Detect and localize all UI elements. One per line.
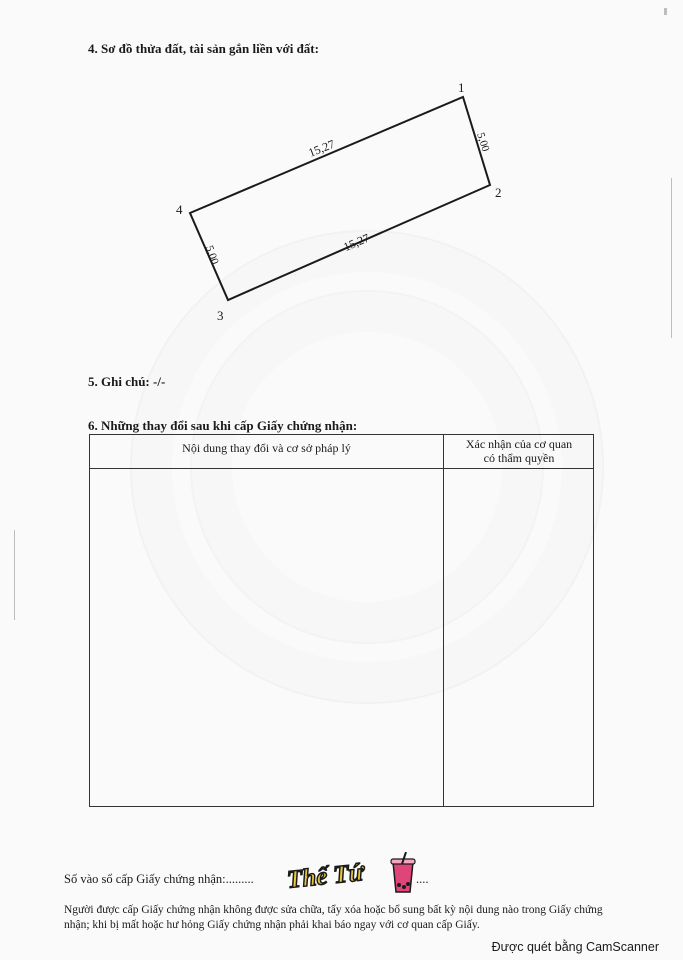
dimension-top: 15,27 xyxy=(306,136,337,160)
table-header-confirmation xyxy=(444,437,594,465)
vertex-label-4: 4 xyxy=(176,202,183,217)
table-header-divider xyxy=(90,468,593,469)
dimension-left: 5,00 xyxy=(202,243,221,267)
registry-label: Số vào sổ cấp Giấy chứng nhận:......... xyxy=(64,872,254,886)
table-cell-confirmation xyxy=(445,470,593,806)
table-header-confirmation-line1: Xác nhận của cơ quan xyxy=(465,437,573,451)
land-plot-diagram xyxy=(0,0,683,330)
vertex-label-2: 2 xyxy=(495,185,502,200)
section-4-title: 4. Sơ đồ thửa đất, tài sản gắn liền với đất: xyxy=(88,41,319,56)
bubble-tea-cup-icon xyxy=(391,852,415,892)
section-6-title: 6. Những thay đổi sau khi cấp Giấy chứng nhận: xyxy=(88,418,358,433)
dimension-right: 5,00 xyxy=(474,131,492,154)
vertex-label-3: 3 xyxy=(217,308,224,323)
dimension-bottom: 15,27 xyxy=(341,230,372,255)
registry-number-line xyxy=(64,872,429,887)
land-plot-outline xyxy=(190,97,490,300)
scanner-watermark: Được quét bằng CamScanner xyxy=(491,940,659,954)
table-header-content: Nội dung thay đổi và cơ sở pháp lý xyxy=(182,441,351,455)
brand-logo-stamp xyxy=(285,852,420,896)
table-cell-content xyxy=(90,470,442,806)
table-header-confirmation-line2: có thẩm quyền xyxy=(483,451,555,465)
brand-logo-text: Thế Tứ xyxy=(285,859,365,894)
section-5-title: 5. Ghi chú: -/- xyxy=(88,374,166,389)
legal-notice: Người được cấp Giấy chứng nhận không được sửa chữa, tẩy xóa hoặc bổ sung bất kỳ nội dung nào trong Giấy chứng nhận; khi bị mất hoặc hư hỏng Giấy chứng nhận phải khai báo ngay với cơ quan cấp Giấy. xyxy=(64,904,603,931)
table-column-divider xyxy=(443,435,444,806)
vertex-label-1: 1 xyxy=(458,80,465,95)
left-edge-mark xyxy=(14,530,15,620)
registry-trailing-dots: .... xyxy=(416,872,429,886)
changes-table xyxy=(89,434,594,807)
